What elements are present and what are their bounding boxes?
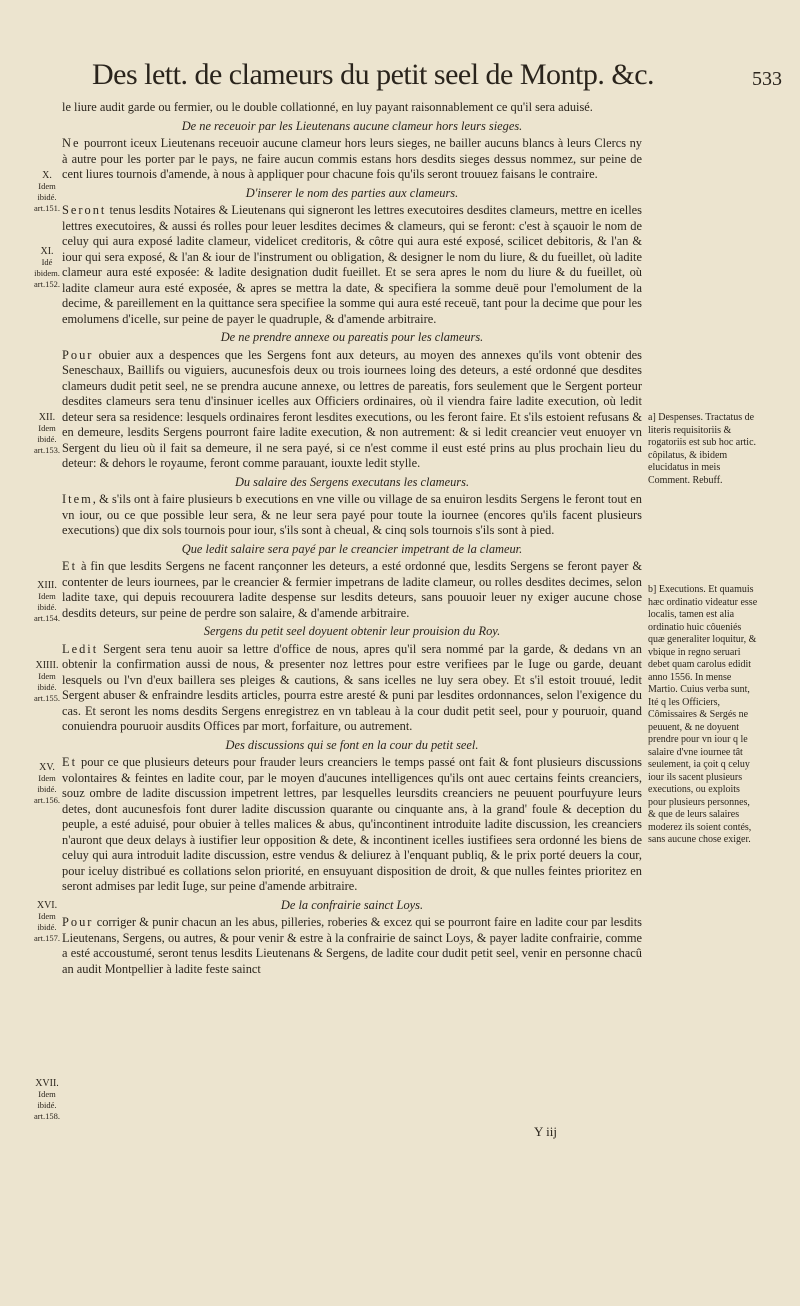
- section-text: Sergent sera tenu auoir sa lettre d'office de nous, apres qu'il sera nommé par la garde, & dedans vn an obtenir la confirmation aussi de nous, & presenter noz lettres pour estre verifiees par le Iuge ou garde, deuant lesquels ou l'vn d'eux baillera ses pleiges & cautions, & sans icelles ne luy sera obey. Et s'il estoit trouué, ledit Sergent abuser & enfraindre lesdits articles, pourra estre aresté & puni par lesdites ordonnances, selon l'exigence du cas. Et seront les noms desdits Sergens enregistrez en vn tableau à la cour dudit petit seel, pour y pouruoir, quand conuiendra pouruoir ausdits Offices par mort, forfaiture, ou autrement.: [62, 641, 642, 733]
- section-first-word: Et: [62, 559, 78, 573]
- section-text: , & s'ils ont à faire plusieurs b executions en vne ville ou village de sa enuiron lesdits Sergens le feront tout en vn iour, ou ce que possible leur sera, & ne leur sera payé pour toute la iournee (encores qu'ils facent plusieurs executions) que dix sols tournois pour iour, s'ils sont à cheual, & cinq sols tournois s'ils sont à pied.: [62, 492, 642, 537]
- section-paragraph: [62, 755, 642, 895]
- section-heading: D'inserer le nom des parties aux clameurs.: [245, 185, 459, 200]
- section-paragraph: [62, 492, 642, 539]
- section-paragraph: [62, 348, 642, 472]
- section-first-word: Et: [62, 755, 78, 769]
- section-paragraph: [62, 203, 642, 327]
- section-first-word: Item: [62, 492, 93, 506]
- running-title: Des lett. de clameurs du petit seel de Montp. &c.: [92, 58, 655, 91]
- section-first-word: Seront: [62, 203, 107, 217]
- section-heading: Du salaire des Sergens executans les clameurs.: [234, 474, 470, 489]
- margin-article-ref: XIIII. Idem ibidé. art.155.: [34, 660, 60, 703]
- section-first-word: Pour: [62, 347, 94, 362]
- section-text: tenus lesdits Notaires & Lieutenans qui signeront les lettres executoires desdites clameurs, mettre en icelles lettres executoires, & aussi és rolles pour leuer lesdites decimes & clameurs, qui se feront: c'est à sçauoir le nom de celuy qui aura exposé ladite clameur, videlicet creditoris, & côtre qui aura esté exposé, scilicet debitoris, & l'an & iour qui sera exposé, & l'an & iour de l'instrument ou obligation, & designer le nom du liure, & du fueillet, où ladite clameur aura esté exposée: & ladite designation dudit fueillet. Et se sera apres le nom du liure & du fueillet, où ladite clameur aura esté exposée, & apres se mettra la date, & specifiera la somme deuë pour l'emolument de la decime, & pareillement en la quittance sera specifiee la somme qui aura esté receuë, tant pour la decime que pour les emolumens d'icelle, sur peine de payer le quadruple, & d'amende arbitraire.: [62, 203, 642, 326]
- margin-note-b: b] Executions. Et quamuis hæc ordinatio videatur esse localis, tamen est alia ordinatio huic côueniés quæ generaliter loquitur, & vbique in regno seruari debet quam carolus edidit anno 1556. In mense Martio. Cuius verba sunt, Ité q les Officiers, Cômissaires & Sergés ne peuuent, & ne doyuent prendre pour vn iour q le salaire d'vne iournee tât seulement, ia çoit q celuy iour ils sacent plusieurs executions, ou exploits pour plusieurs personnes, & que de leurs salaires moderez ils soient contés, sans aucune chose exiger.: [648, 584, 758, 845]
- margin-article-ref: XV. Idem ibidé. art.156.: [34, 762, 60, 805]
- margin-article-ref: XII. Idem ibidé. art.153.: [34, 412, 60, 455]
- section-heading: De ne prendre annexe ou pareatis pour les clameurs.: [220, 330, 484, 344]
- margin-article-ref: XVI. Idem ibidé. art.157.: [34, 900, 60, 943]
- section-paragraph: [62, 915, 642, 977]
- section-paragraph: [62, 559, 642, 621]
- margin-article-ref: X. Idem ibidé. art.151.: [34, 170, 60, 213]
- intro-paragraph: le liure audit garde ou fermier, ou le double collationné, en luy payant raisonnablement ce qu'il sera aduisé.: [62, 100, 593, 114]
- margin-article-ref: XIII. Idem ibidé. art.154.: [34, 580, 60, 623]
- section-heading: Que ledit salaire sera payé par le creancier impetrant de la clameur.: [181, 541, 523, 556]
- section-text: pour ce que plusieurs deteurs pour frauder leurs creanciers le temps passé ont fait & font plusieurs discussions volontaires & feintes en ladite cour, par le moyen d'aucunes intelligences qu'ils ont auec certains feints creanciers, souz ombre de ladite discussion impetrent lettres, par lesquelles leursdits creanciers ne peuuent pourfuyure leurs detes, dont aucunesfois font durer ladite discussion quarante ou cinquante ans, à la grand' foule & deception du peuple, a esté aduisé, pour obuier à telles malices & abus, qu'incontinent introduite ladite discussion, les creanciers n'auront que deux delays à iustifier leur opposition & dete, & incontinent icelles iustifiees sera ordonné les biens de celuy qui aura introduit ladite discussion, estre vendus & deliurez à l'enquant publiq, & le prix porté deuers la cour, pour iceluy distribué es collations selon priorité, en ensuyuant disposition de droit, & que nulles feintes prioritez en seront admises par ledit Iuge, sur peine d'amende arbitraire.: [62, 755, 642, 893]
- page-number: 533: [752, 68, 782, 90]
- section-heading: Sergens du petit seel doyuent obtenir leur prouision du Roy.: [203, 624, 501, 638]
- section-first-word: Ledit: [62, 641, 99, 656]
- section-text: corriger & punir chacun an les abus, pilleries, roberies & excez qui se pourront faire en ladite cour par lesdits Lieutenans, Sergens, ou autres, & pour venir & estre à la confrairie de sainct Loys, & payer ladite confrairie, comme a esté accoustumé, seront tenus lesdits Lieutenans & Sergens, de ladite cour dudit petit seel, venir en personne chacû an audit Montpellier à ladite feste sainct: [62, 915, 642, 976]
- section-heading: Des discussions qui se font en la cour du petit seel.: [225, 737, 479, 752]
- section-text: obuier aux a despences que les Sergens font aux deteurs, au moyen des annexes qu'ils vont obtenir des Seneschaux, Baillifs ou viguiers, aucunesfois deux ou trois iournees loing des deteurs, a esté ordonné que desdites clameurs dudit petit seel, ne se prendra aucune annexe, ou lettres de pareatis, fors seulement que le Sergent porteur desdites clameurs sera tenu d'insinuer icelles aux Officiers ordinaires, où il viendra faire ladite execution, où ledit deteur sera sa residence: lesquels ordinaires feront lesdites executions, ou les feront faire. Et s'ils estoient refusans & en demeure, lesdits Sergens pourront faire ladite execution, & non autrement: & si ledit creancier veut enuoyer vn Sergent du lieu où il fait sa demeure, il ne sera payé, si ce n'est comme il eust esté prins au plus prochain lieu du deteur: & dehors le royaume, feront comme parauant, iouxte ledit stylle.: [62, 347, 642, 470]
- section-paragraph: [62, 136, 642, 183]
- main-text-column: [62, 100, 642, 977]
- signature-mark: Y iij: [534, 1124, 557, 1139]
- section-text: pourront iceux Lieutenans receuoir aucune clameur hors leurs sieges, ne bailler aucuns blancs à leurs Clercs ny à autre pour les porter par le pays, ne faire aucun commis estans hors desdits sieges dessus nommez, sur peine de cent liures tournois d'amende, à nous à appliquer pour chacune fois qu'ils seront trouuez faisans le contraire.: [62, 136, 642, 181]
- section-text: à fin que lesdits Sergens ne facent rançonner les deteurs, a esté ordonné que, lesdits Sergens se feront payer & contenter de leurs iournees, par le creancier & fermier impetrans de ladite clameur, ou rolles desdites decimes, selon ladite taxe, qui depuis recouurera ladite despense sur lesdits deteurs, sans pouuoir leuer ny exiger aucune chose desdits deteurs, sur peine de perdre son salaire, & d'amende arbitraire.: [62, 559, 642, 620]
- margin-note-a: a] Despenses. Tractatus de literis requisitoriis & rogatoriis est sub hoc artic. côpilatus, & ibidem elucidatus in meis Comment. Rebuff.: [648, 412, 757, 486]
- section-heading: De la confrairie sainct Loys.: [280, 897, 424, 912]
- section-first-word: Ne: [62, 136, 81, 150]
- margin-article-ref: XVII. Idem ibidé. art.158.: [34, 1078, 60, 1121]
- section-first-word: Pour: [62, 915, 94, 929]
- section-paragraph: [62, 642, 642, 735]
- section-heading: De ne receuoir par les Lieutenans aucune clameur hors leurs sieges.: [181, 118, 523, 133]
- margin-article-ref: XI. Idé ibidem. art.152.: [34, 246, 60, 289]
